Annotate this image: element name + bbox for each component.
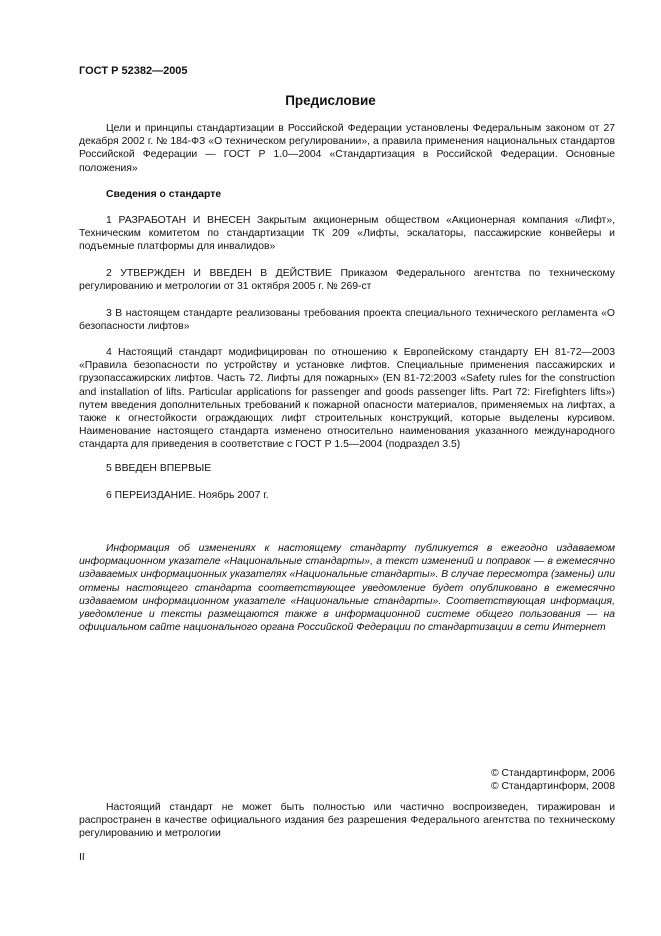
item-3: 3 В настоящем стандарте реализованы требования проекта специального технического регламента «О безопасности лифтов» (79, 308, 615, 333)
intro-paragraph: Цели и принципы стандартизации в Российской Федерации установлены Федеральным законом от 27 декабря 2002 г. № 184-ФЗ «О техническом регулировании», а правила применения национальных стандартов Российской Федерации — ГОСТ Р 1.0—2004 «Стандартизация в Российской Федерации. Основные положения» (79, 123, 615, 174)
page-title: Предисловие (285, 93, 376, 108)
item-2: 2 УТВЕРЖДЕН И ВВЕДЕН В ДЕЙСТВИЕ Приказом Федерального агентства по техническому регулированию и метрологии от 31 октября 2005 г. № 269-ст (79, 268, 615, 293)
copyright-line-1: © Стандартинформ, 2006 (490, 768, 615, 779)
reproduction-notice: Настоящий стандарт не может быть полностью или частично воспроизведен, тиражирован и распространен в качестве официального издания без разрешения Федерального агентства по техническому регулированию и метрологии (79, 802, 615, 840)
item-1: 1 РАЗРАБОТАН И ВНЕСЕН Закрытым акционерным обществом «Акционерная компания «Лифт», Техническим комитетом по стандартизации ТК 209 «Лифты, эскалаторы, пассажирские конвейеры и подъемные платформы для инвалидов» (79, 215, 615, 253)
copyright-line-2: © Стандартинформ, 2008 (490, 781, 615, 792)
section-heading: Сведения о стандарте (106, 189, 222, 200)
item-4: 4 Настоящий стандарт модифицирован по отношению к Европейскому стандарту ЕН 81-72—2003 «Правила безопасности по устройству и установке лифтов. Специальные применения пассажирских и грузопассажирских лифтов. Часть 72. Лифты для пожарных» (EN 81-72:2003 «Safety rules for the construction and installation of lifts. Particular applications for passenger and goods passenger lifts. Part 72: Firefighters lifts») путем введения дополнительных требований к пожарной опасности материалов, применяемых на лифтах, а также к огнестойкости ограждающих лифт строительных конструкций, которые выделены курсивом. Наименование настоящего стандарта изменено относительно наименования указанного международного стандарта для приведения в соответствие с ГОСТ Р 1.5—2004 (подраздел 3.5) (79, 347, 615, 451)
page-number: II (79, 852, 85, 863)
document-code: ГОСТ Р 52382—2005 (79, 65, 188, 77)
change-notice: Информация об изменениях к настоящему стандарту публикуется в ежегодно издаваемом информационном указателе «Национальные стандарты», а текст изменений и поправок — в ежемесячно издаваемых информационных указателях «Национальные стандарты». В случае пересмотра (замены) или отмены настоящего стандарта соответствующее уведомление будет опубликовано в ежемесячно издаваемом информационном указателе «Национальные стандарты». Соответствующая информация, уведомление и тексты размещаются также в информационной системе общего пользования — на официальном сайте национального органа Российской Федерации по стандартизации в сети Интернет (79, 543, 615, 634)
item-5: 5 ВВЕДЕН ВПЕРВЫЕ (106, 463, 212, 474)
item-6: 6 ПЕРЕИЗДАНИЕ. Ноябрь 2007 г. (106, 490, 269, 501)
